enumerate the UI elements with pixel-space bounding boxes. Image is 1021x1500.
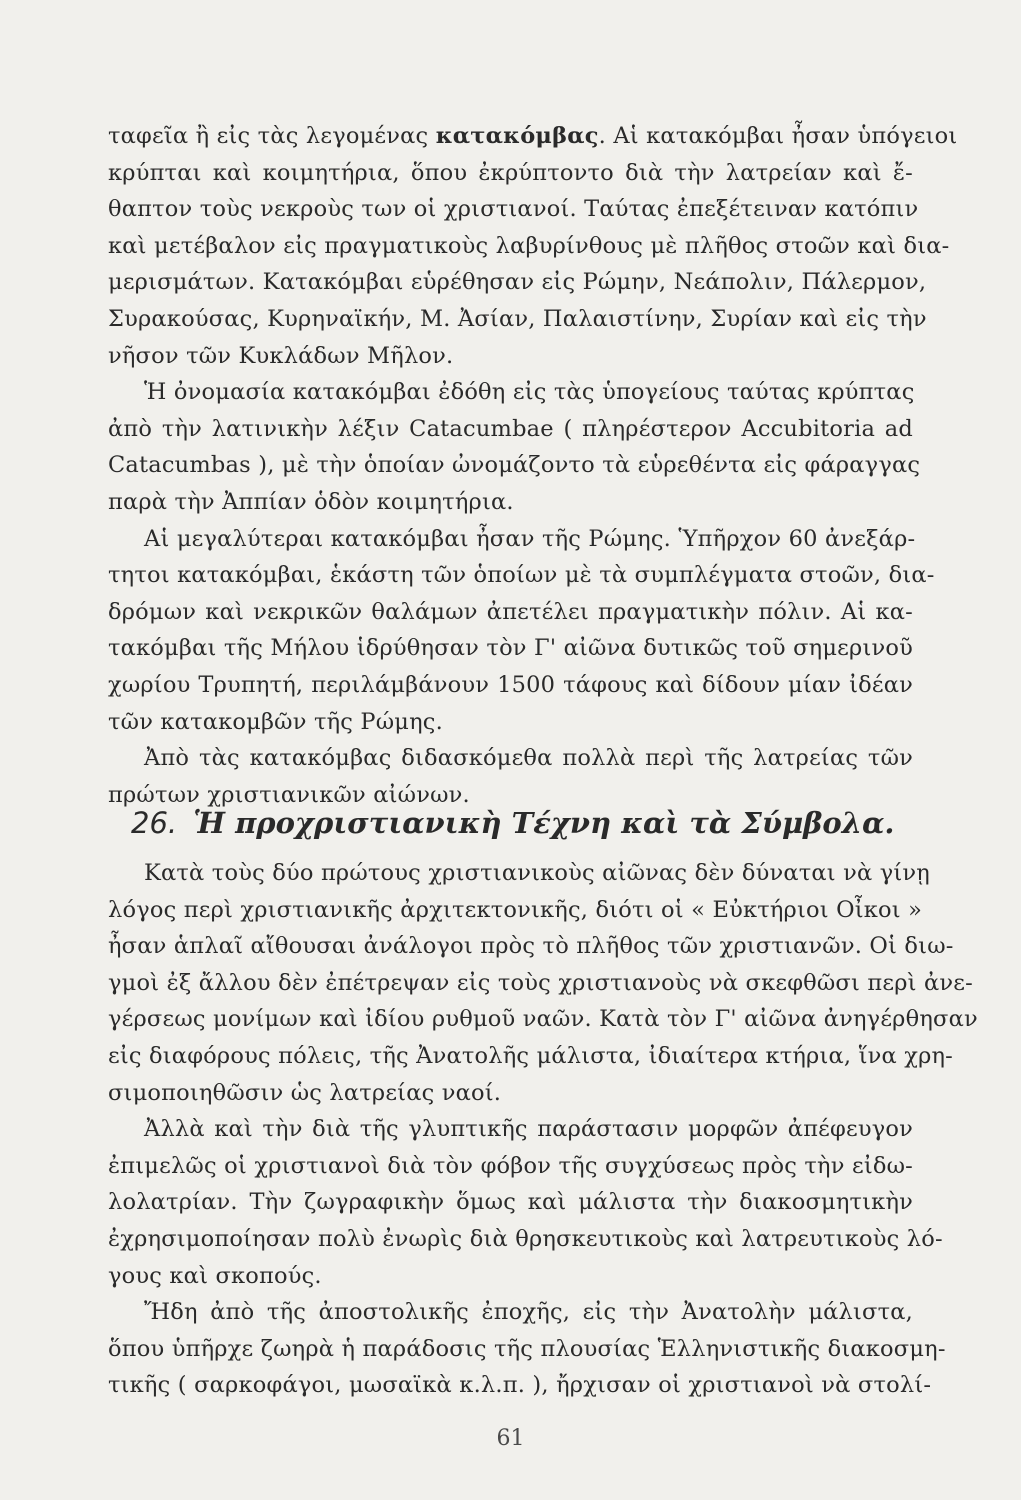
text-line — [108, 521, 916, 558]
line-text: ἐχρησιμοποίησαν πολὺ ἐνωρὶς διὰ θρησκευτικοὺς καὶ λατρευτικοὺς λό- — [108, 1225, 943, 1252]
line-text: Ἀπὸ τὰς κατακόμβας διδασκόμεθα πολλὰ περὶ τῆς λατρείας τῶν — [144, 745, 913, 772]
text-line — [108, 965, 973, 1002]
text-line — [108, 1294, 913, 1331]
line-text: θαπτον τοὺς νεκροὺς των οἱ χριστιανοί. Ταύτας ἐπεξέτειναν κατόπιν — [108, 196, 919, 223]
line-text: καὶ μετέβαλον εἰς πραγματικοὺς λαβυρίνθους μὲ πλῆθος στοῶν καὶ δια- — [108, 232, 950, 259]
text-line — [108, 892, 923, 929]
text-line — [108, 447, 921, 484]
text-line — [108, 855, 930, 892]
text-block-early-christian-art — [108, 855, 978, 1404]
text-line — [108, 411, 913, 448]
line-text: δρόμων καὶ νεκρικῶν θαλάμων ἀπετέλει πραγματικὴν πόλιν. Αἱ κα- — [108, 598, 913, 625]
text-line — [108, 1367, 932, 1404]
text-line — [108, 374, 913, 411]
line-text: Αἱ μεγαλύτεραι κατακόμβαι ἦσαν τῆς Ρώμης. Ὑπῆρχον 60 ἀνεξάρ- — [144, 525, 916, 552]
line-text: Κατὰ τοὺς δύο πρώτους χριστιανικοὺς αἰῶνας δὲν δύναται νὰ γίνῃ — [144, 860, 930, 886]
text-line — [108, 594, 913, 631]
text-line — [108, 1111, 913, 1148]
line-text: ἐπιμελῶς οἱ χριστιανοὶ διὰ τὸν φόβον τῆς συγχύσεως πρὸς τὴν εἰδω- — [108, 1152, 913, 1179]
line-text: ἀπὸ τὴν λατινικὴν λέξιν Catacumbae ( πληρέστερον Accubitoria ad — [108, 415, 913, 442]
section-title: Ἡ προχριστιανικὴ Τέχνη καὶ τὰ Σύμβολα. — [193, 806, 895, 840]
text-line — [108, 1221, 943, 1258]
line-text: τητοι κατακόμβαι, ἑκάστη τῶν ὁποίων μὲ τὰ συμπλέγματα στοῶν, δια- — [108, 562, 935, 589]
line-text: τακόμβαι τῆς Μήλου ἱδρύθησαν τὸν Γ' αἰῶνα δυτικῶς τοῦ σημερινοῦ — [108, 635, 913, 662]
text-line — [108, 1038, 953, 1075]
line-text: λολατρίαν. Τὴν ζωγραφικὴν ὅμως καὶ μάλιστα τὴν διακοσμητικὴν — [108, 1189, 913, 1216]
text-line — [108, 1184, 913, 1221]
text-line — [108, 667, 913, 704]
text-line — [108, 1075, 913, 1112]
line-text: χωρίου Τρυπητή, περιλάμβάνουν 1500 τάφους καὶ δίδουν μίαν ἰδέαν — [108, 671, 913, 698]
text-line — [108, 1148, 913, 1185]
text-line — [108, 191, 919, 228]
line-text: Catacumbas ), μὲ τὴν ὁποίαν ὠνομάζοντο τὰ εὑρεθέντα εἰς φάραγγας — [108, 452, 921, 479]
line-text: λόγος περὶ χριστιανικῆς ἀρχιτεκτονικῆς, διότι οἱ « Εὐκτήριοι Οἶκοι » — [108, 896, 923, 923]
text-line — [108, 557, 935, 594]
line-text: γους καὶ σκοπούς. — [108, 1262, 322, 1289]
text-block-catacombs — [108, 118, 958, 813]
line-text: ἦσαν ἁπλαῖ αἴθουσαι ἀνάλογοι πρὸς τὸ πλῆθος τῶν χριστιανῶν. Οἱ διω- — [108, 933, 954, 960]
text-line — [108, 301, 927, 338]
text-line — [108, 118, 958, 155]
line-text: Συρακούσας, Κυρηναϊκήν, Μ. Ἀσίαν, Παλαιστίνην, Συρίαν καὶ εἰς τὴν — [108, 305, 927, 332]
line-text: πρώτων χριστιανικῶν αἰώνων. — [108, 781, 470, 808]
line-text: τικῆς ( σαρκοφάγοι, μωσαϊκὰ κ.λ.π. ), ἤρχισαν οἱ χριστιανοὶ νὰ στολί- — [108, 1372, 932, 1399]
line-text: Ἀλλὰ καὶ τὴν διὰ τῆς γλυπτικῆς παράστασιν μορφῶν ἀπέφευγον — [144, 1116, 913, 1143]
section-heading — [131, 806, 895, 840]
text-line — [108, 740, 913, 777]
line-text: γέρσεως μονίμων καὶ ἰδίου ρυθμοῦ ναῶν. Κατὰ τὸν Γ' αἰῶνα ἀνηγέρθησαν — [108, 1006, 978, 1033]
text-line — [108, 630, 913, 667]
line-text-continued: . Αἱ κατακόμβαι ἦσαν ὑπόγειοι — [598, 123, 958, 149]
line-text: μερισμάτων. Κατακόμβαι εὑρέθησαν εἰς Ρώμην, Νεάπολιν, Πάλερμον, — [108, 269, 927, 296]
page-number: 61 — [496, 1426, 525, 1451]
line-text: σιμοποιηθῶσιν ὡς λατρείας ναοί. — [108, 1079, 502, 1106]
line-text: γμοὶ ἐξ ἄλλου δὲν ἐπέτρεψαν εἰς τοὺς χριστιανοὺς νὰ σκεφθῶσι περὶ ἀνε- — [108, 969, 973, 996]
text-line — [108, 928, 954, 965]
line-text: νῆσον τῶν Κυκλάδων Μῆλον. — [108, 342, 454, 369]
text-line — [108, 228, 950, 265]
line-text: ὅπου ὑπῆρχε ζωηρὰ ἡ παράδοσις τῆς πλουσίας Ἑλληνιστικῆς διακοσμη- — [108, 1335, 946, 1362]
text-line — [108, 484, 913, 521]
line-text: ταφεῖα ἢ εἰς τὰς λεγομένας — [108, 123, 436, 149]
bold-term: κατακόμβας — [435, 123, 599, 149]
line-text: τῶν κατακομβῶν τῆς Ρώμης. — [108, 708, 443, 735]
line-text: παρὰ τὴν Ἀππίαν ὁδὸν κοιμητήρια. — [108, 488, 514, 515]
line-text: Ἤδη ἀπὸ τῆς ἀποστολικῆς ἐποχῆς, εἰς τὴν Ἀνατολὴν μάλιστα, — [144, 1299, 913, 1326]
text-line — [108, 264, 927, 301]
section-number: 26. — [131, 806, 178, 840]
text-line — [108, 1001, 978, 1038]
line-text: εἰς διαφόρους πόλεις, τῆς Ἀνατολῆς μάλιστα, ἰδιαίτερα κτήρια, ἵνα χρη- — [108, 1042, 953, 1069]
line-text: κρύπται καὶ κοιμητήρια, ὅπου ἐκρύπτοντο διὰ τὴν λατρείαν καὶ ἔ- — [108, 159, 913, 186]
text-line — [108, 338, 913, 375]
text-line — [108, 1258, 913, 1295]
text-line — [108, 155, 913, 192]
line-text: Ἡ ὀνομασία κατακόμβαι ἐδόθη εἰς τὰς ὑπογείους ταύτας κρύπτας — [144, 379, 915, 406]
text-line — [108, 704, 913, 741]
text-line — [108, 1331, 946, 1368]
